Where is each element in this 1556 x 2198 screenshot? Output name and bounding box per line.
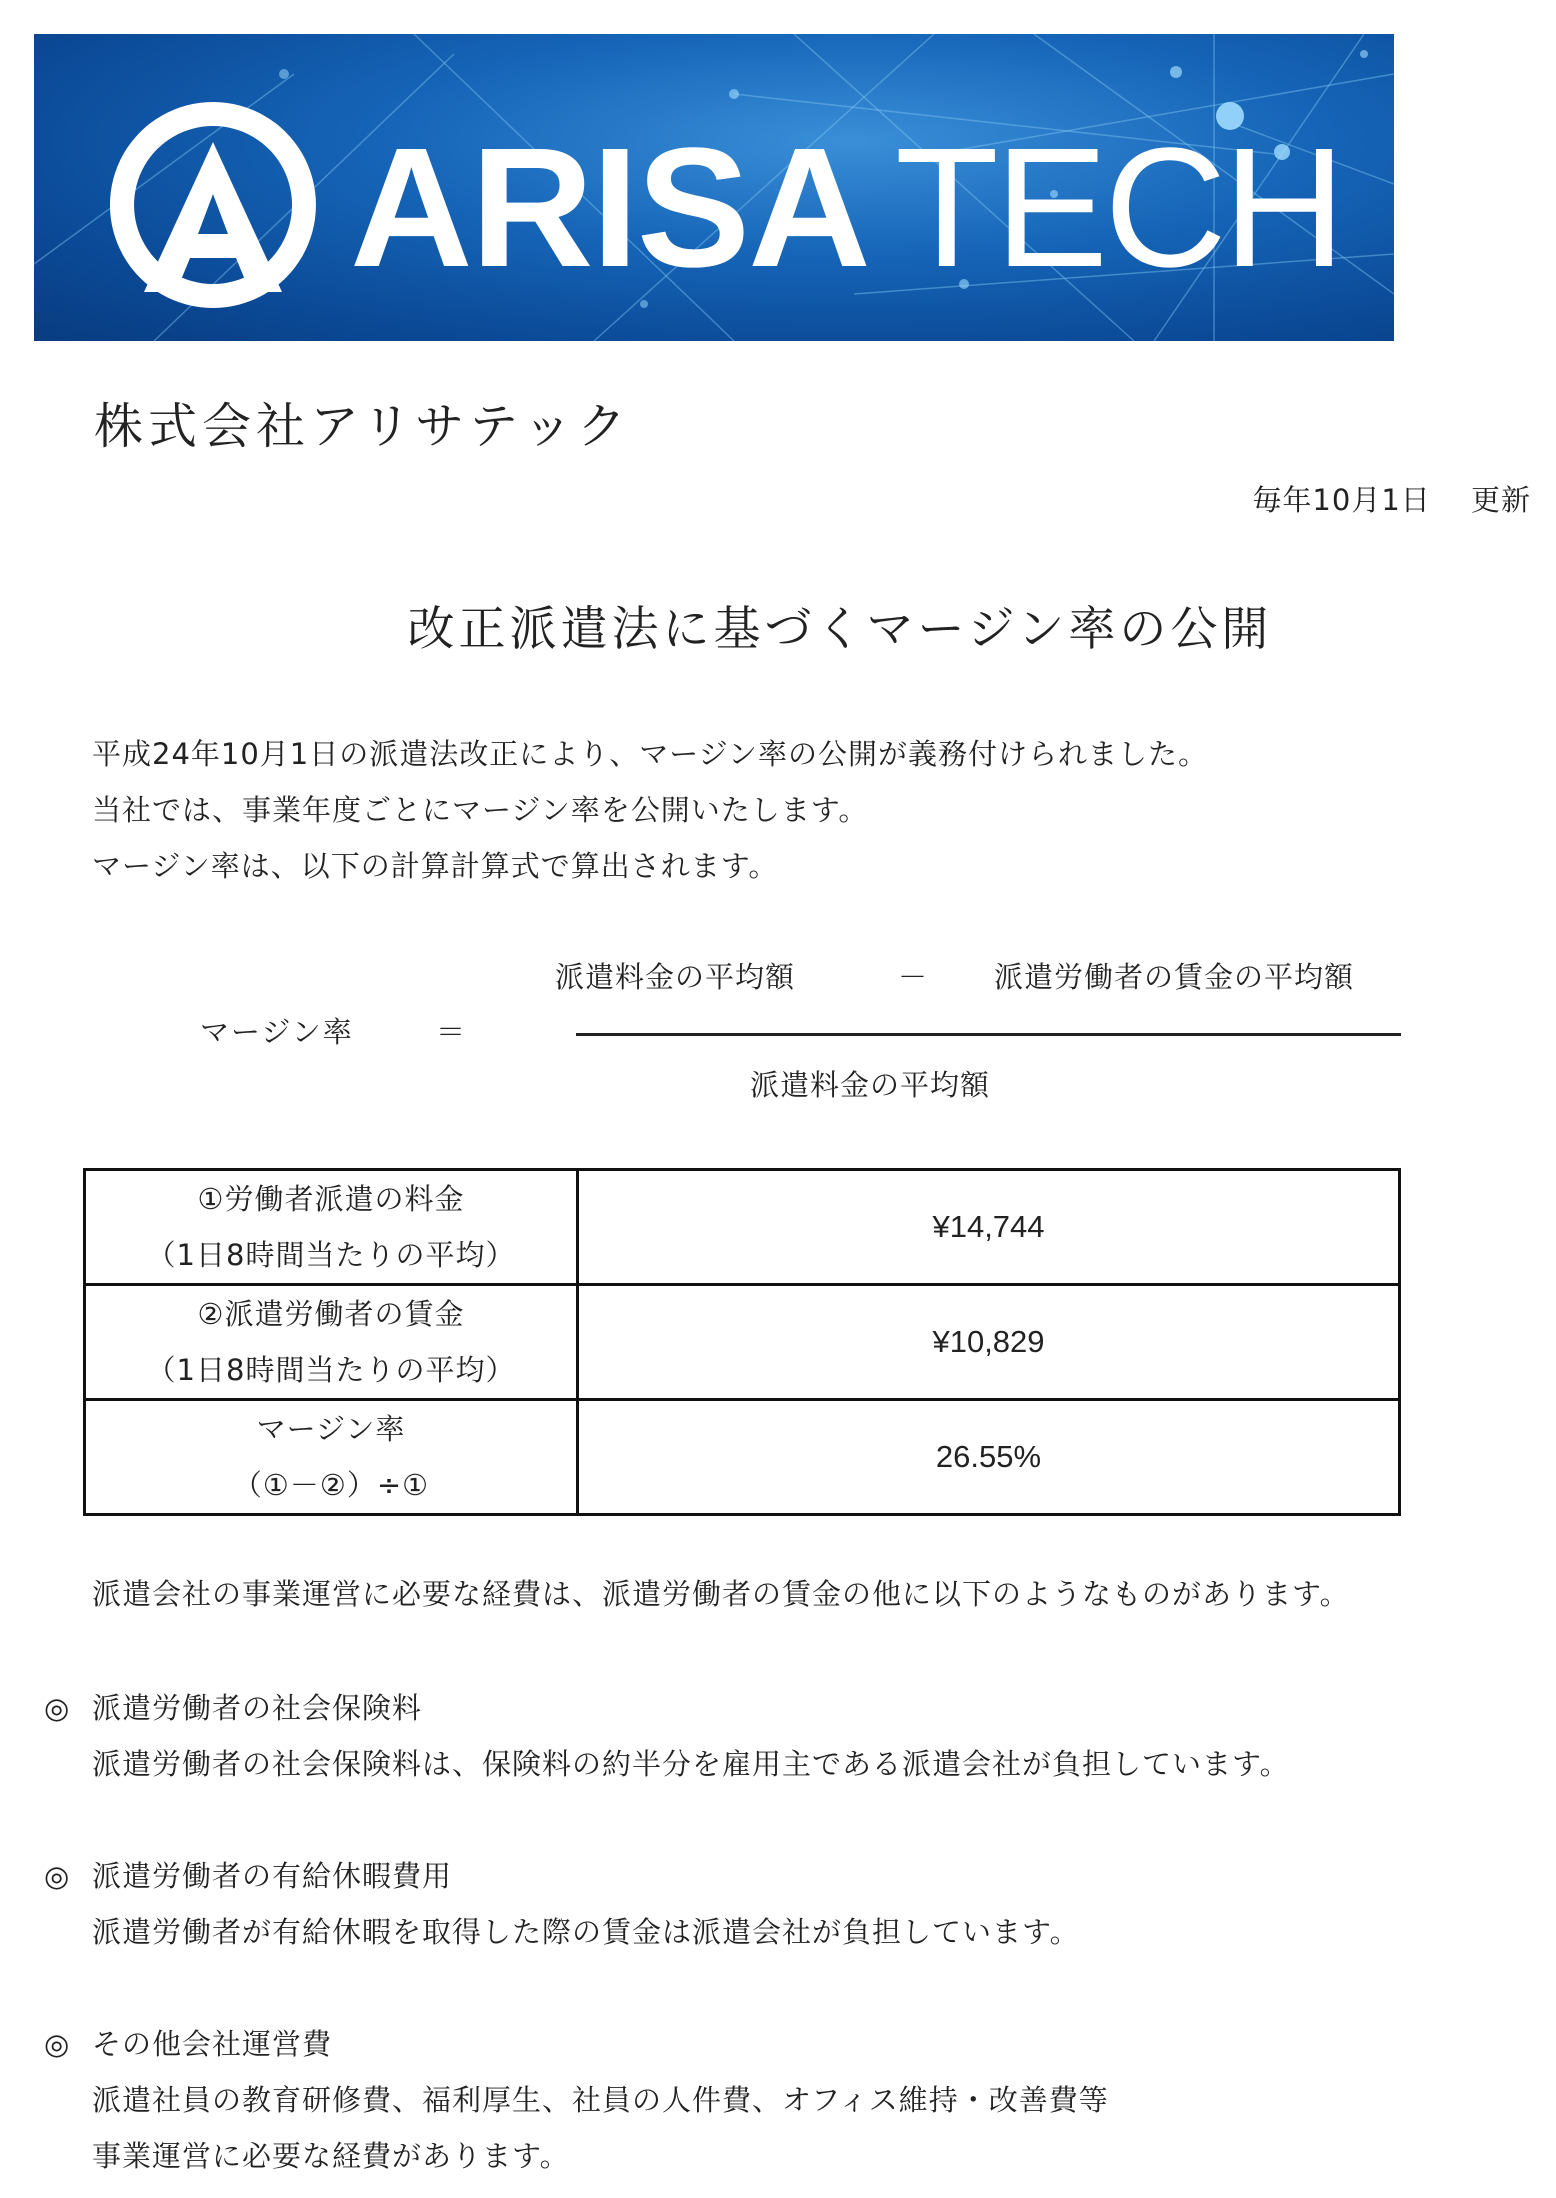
brand-light-text: TECH — [894, 113, 1342, 303]
expense-text: 事業運営に必要な経費があります。 — [92, 2139, 570, 2173]
brand-wordmark — [350, 113, 1342, 303]
row-label-line: ①労働者派遣の料金 — [197, 1182, 465, 1216]
update-note: 毎年10月1日 更新 — [1252, 483, 1531, 517]
fraction-bar — [576, 1033, 1401, 1036]
row-value: 26.55% — [578, 1400, 1400, 1515]
intro-paragraph — [92, 730, 1208, 898]
bullet-double-circle-icon: ◎ — [44, 2027, 71, 2061]
expense-heading: 派遣労働者の社会保険料 — [92, 1691, 423, 1725]
table-row — [85, 1285, 1400, 1400]
row-label-line: （1日8時間当たりの平均） — [146, 1238, 516, 1272]
intro-line: マージン率は、以下の計算計算式で算出されます。 — [92, 849, 779, 883]
row-label-line: （1日8時間当たりの平均） — [146, 1353, 516, 1387]
formula-numerator-a: 派遣料金の平均額 — [555, 960, 796, 994]
table-row — [85, 1170, 1400, 1285]
expense-item — [44, 1680, 1290, 1792]
expense-heading: その他会社運営費 — [92, 2027, 333, 2061]
expense-text: 派遣労働者が有給休暇を取得した際の賃金は派遣会社が負担しています。 — [92, 1915, 1080, 1949]
row-label-line: マージン率 — [256, 1412, 406, 1446]
expense-heading: 派遣労働者の有給休暇費用 — [92, 1859, 453, 1893]
expense-text: 派遣社員の教育研修費、福利厚生、社員の人件費、オフィス維持・改善費等 — [92, 2083, 1109, 2117]
expense-item — [44, 2016, 1109, 2184]
page-title: 改正派遣法に基づくマージン率の公開 — [407, 602, 1273, 657]
arisa-logo-icon — [92, 102, 334, 308]
header-banner — [34, 34, 1394, 341]
expense-item — [44, 1848, 1080, 1960]
formula-numerator-b: 派遣労働者の賃金の平均額 — [994, 960, 1355, 994]
formula-lhs: マージン率 — [200, 1015, 354, 1049]
row-label — [85, 1400, 578, 1515]
expense-text: 派遣労働者の社会保険料は、保険料の約半分を雇用主である派遣会社が負担しています。 — [92, 1747, 1290, 1781]
row-value: ¥10,829 — [578, 1285, 1400, 1400]
intro-line: 平成24年10月1日の派遣法改正により、マージン率の公開が義務付けられました。 — [92, 737, 1208, 771]
row-label-line: （①－②）÷① — [232, 1468, 430, 1502]
intro-line: 当社では、事業年度ごとにマージン率を公開いたします。 — [92, 793, 869, 827]
company-name: 株式会社アリサテック — [94, 398, 632, 455]
row-label-line: ②派遣労働者の賃金 — [197, 1297, 465, 1331]
row-value: ¥14,744 — [578, 1170, 1400, 1285]
formula-equals: ＝ — [436, 1015, 466, 1049]
brand-bold-text: ARISA — [350, 113, 869, 303]
formula-denominator: 派遣料金の平均額 — [750, 1068, 991, 1102]
row-label — [85, 1170, 578, 1285]
bullet-double-circle-icon: ◎ — [44, 1691, 71, 1725]
row-label — [85, 1285, 578, 1400]
table-row — [85, 1400, 1400, 1515]
bullet-double-circle-icon: ◎ — [44, 1859, 71, 1893]
margin-rate-table — [83, 1168, 1401, 1516]
expenses-intro: 派遣会社の事業運営に必要な経費は、派遣労働者の賃金の他に以下のようなものがあります。 — [92, 1577, 1350, 1611]
formula-minus: － — [898, 960, 928, 994]
